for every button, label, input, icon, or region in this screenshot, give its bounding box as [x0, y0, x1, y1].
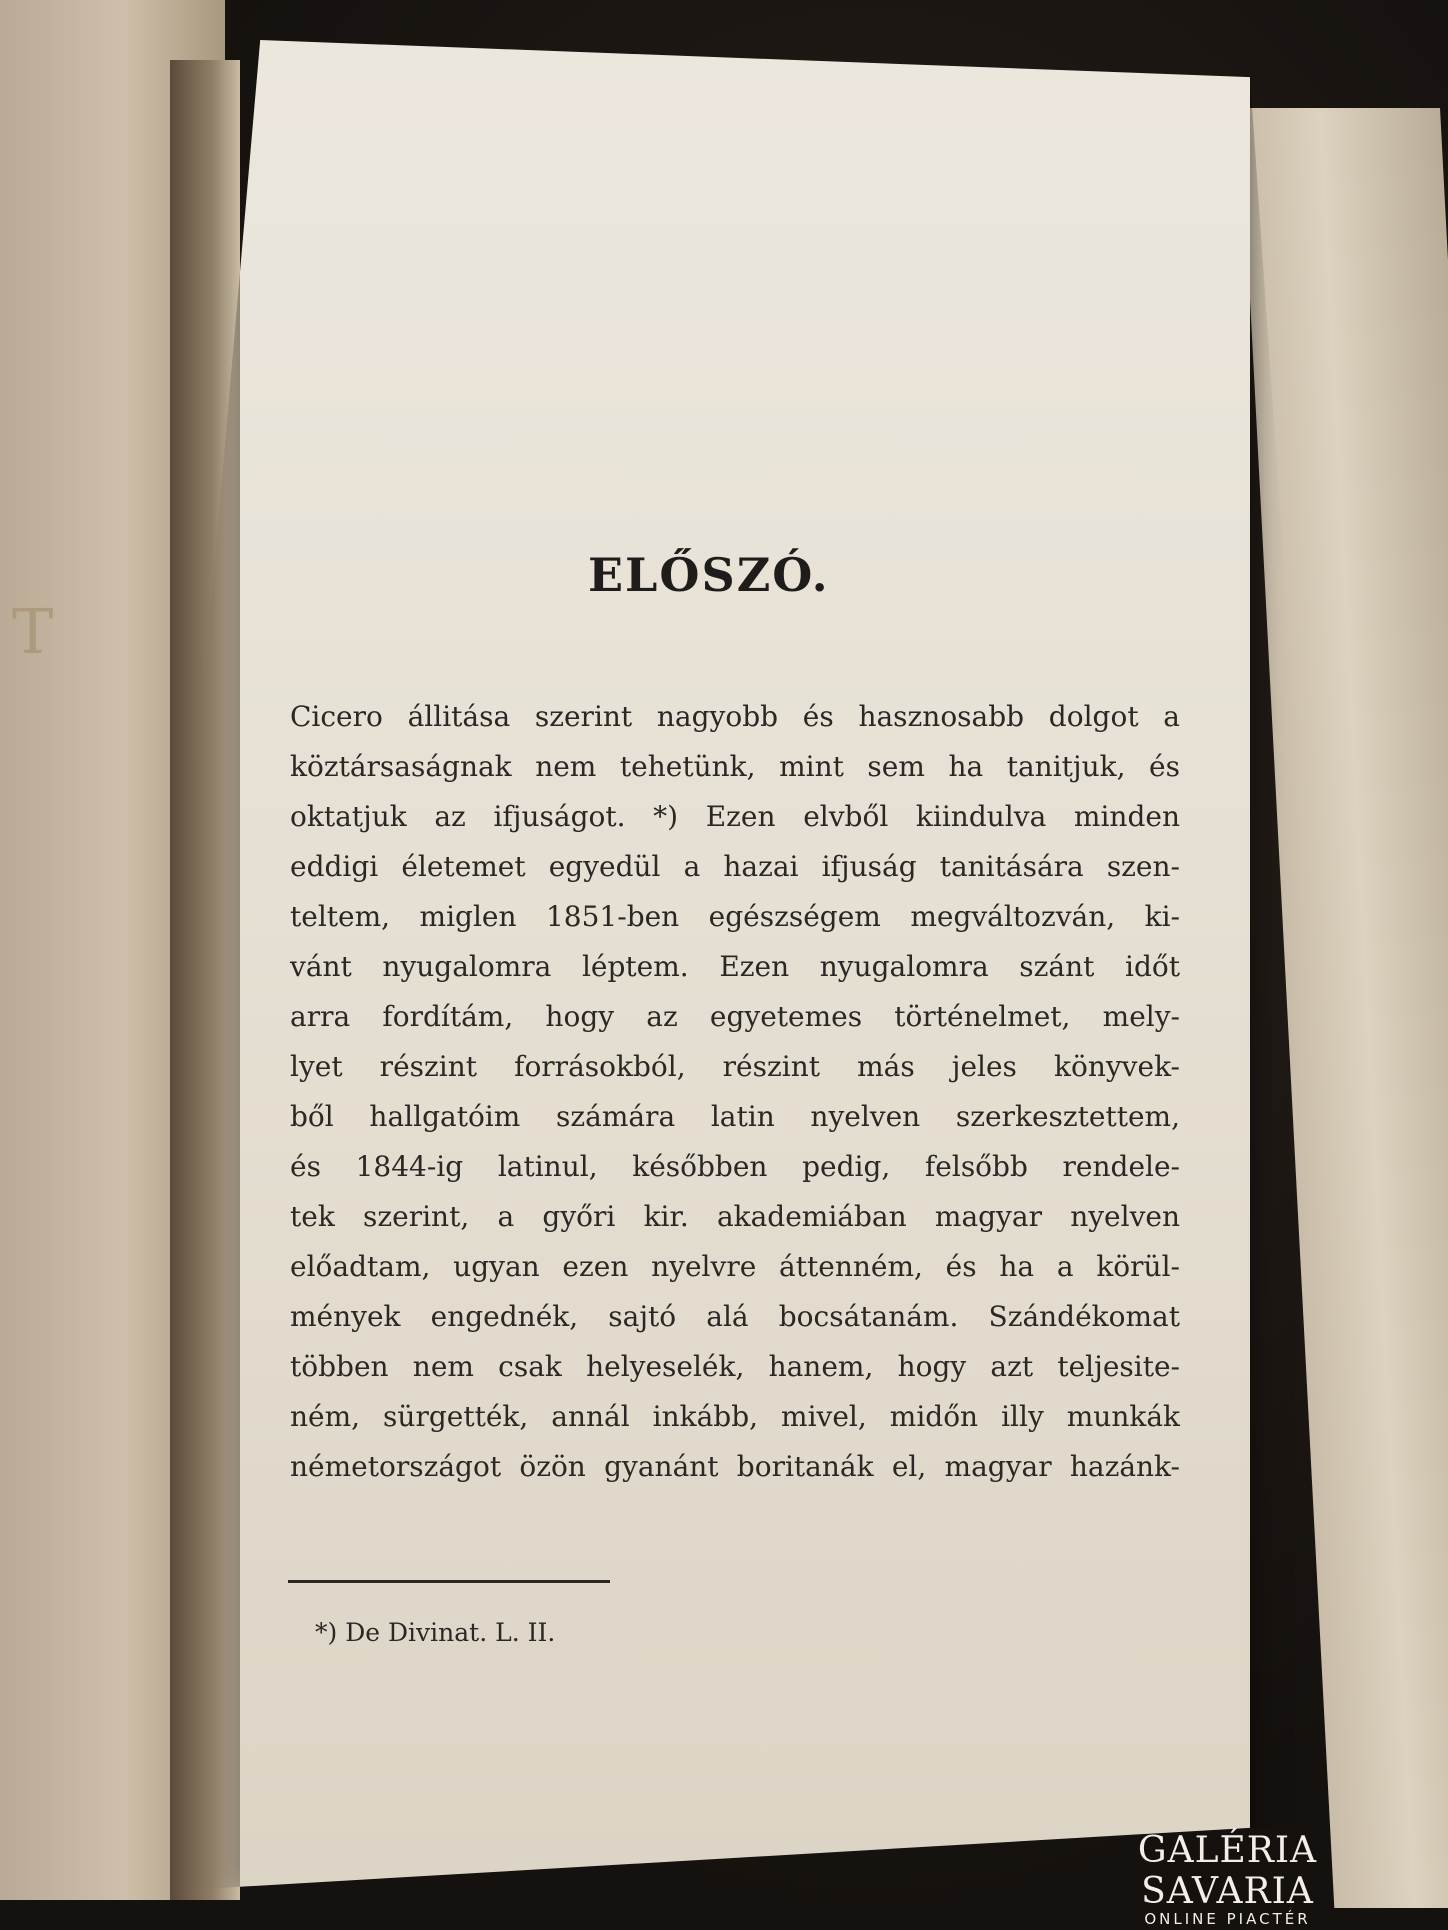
body-text — [290, 700, 1180, 1500]
text-line: köztársaságnak nem tehetünk, mint sem ha tanitjuk, és — [290, 750, 1180, 783]
left-page-glyph: T — [12, 595, 54, 668]
watermark-logo — [1055, 1830, 1400, 1928]
text-line: teltem, miglen 1851-ben egészségem megváltozván, ki- — [290, 900, 1180, 933]
text-line: és 1844-ig latinul, későbben pedig, felsőbb rendele- — [290, 1150, 1180, 1183]
text-line: előadtam, ugyan ezen nyelvre áttenném, és ha a körül- — [290, 1250, 1180, 1283]
watermark-name: GALÉRIA SAVARIA — [1137, 1830, 1318, 1912]
text-line: ném, sürgették, annál inkább, mivel, midőn illy munkák — [290, 1400, 1180, 1433]
text-line: arra fordítám, hogy az egyetemes történelmet, mely- — [290, 1000, 1180, 1033]
text-line: lyet részint forrásokból, részint más jeles könyvek- — [290, 1050, 1180, 1083]
footnote-rule — [288, 1580, 610, 1583]
page-title: ELŐSZÓ. — [588, 548, 830, 602]
text-line: vánt nyugalomra léptem. Ezen nyugalomra szánt időt — [290, 950, 1180, 983]
text-line: eddigi életemet egyedül a hazai ifjuság tanitására szen- — [290, 850, 1180, 883]
text-line: tek szerint, a győri kir. akademiában magyar nyelven — [290, 1200, 1180, 1233]
text-line: mények engednék, sajtó alá bocsátanám. Szándékomat — [290, 1300, 1180, 1333]
watermark-subtitle: ONLINE PIACTÉR — [1144, 1910, 1311, 1928]
text-line: Cicero állitása szerint nagyobb és hasznosabb dolgot a — [290, 700, 1180, 733]
text-line: többen nem csak helyeselék, hanem, hogy azt teljesite- — [290, 1350, 1180, 1383]
text-line: németországot özön gyanánt boritanák el, magyar hazánk- — [290, 1450, 1180, 1483]
text-line: oktatjuk az ifjuságot. *) Ezen elvből kiindulva minden — [290, 800, 1180, 833]
footnote: *) De Divinat. L. II. — [315, 1618, 556, 1647]
text-line: ből hallgatóim számára latin nyelven szerkesztettem, — [290, 1100, 1180, 1133]
book-gutter — [170, 60, 240, 1900]
